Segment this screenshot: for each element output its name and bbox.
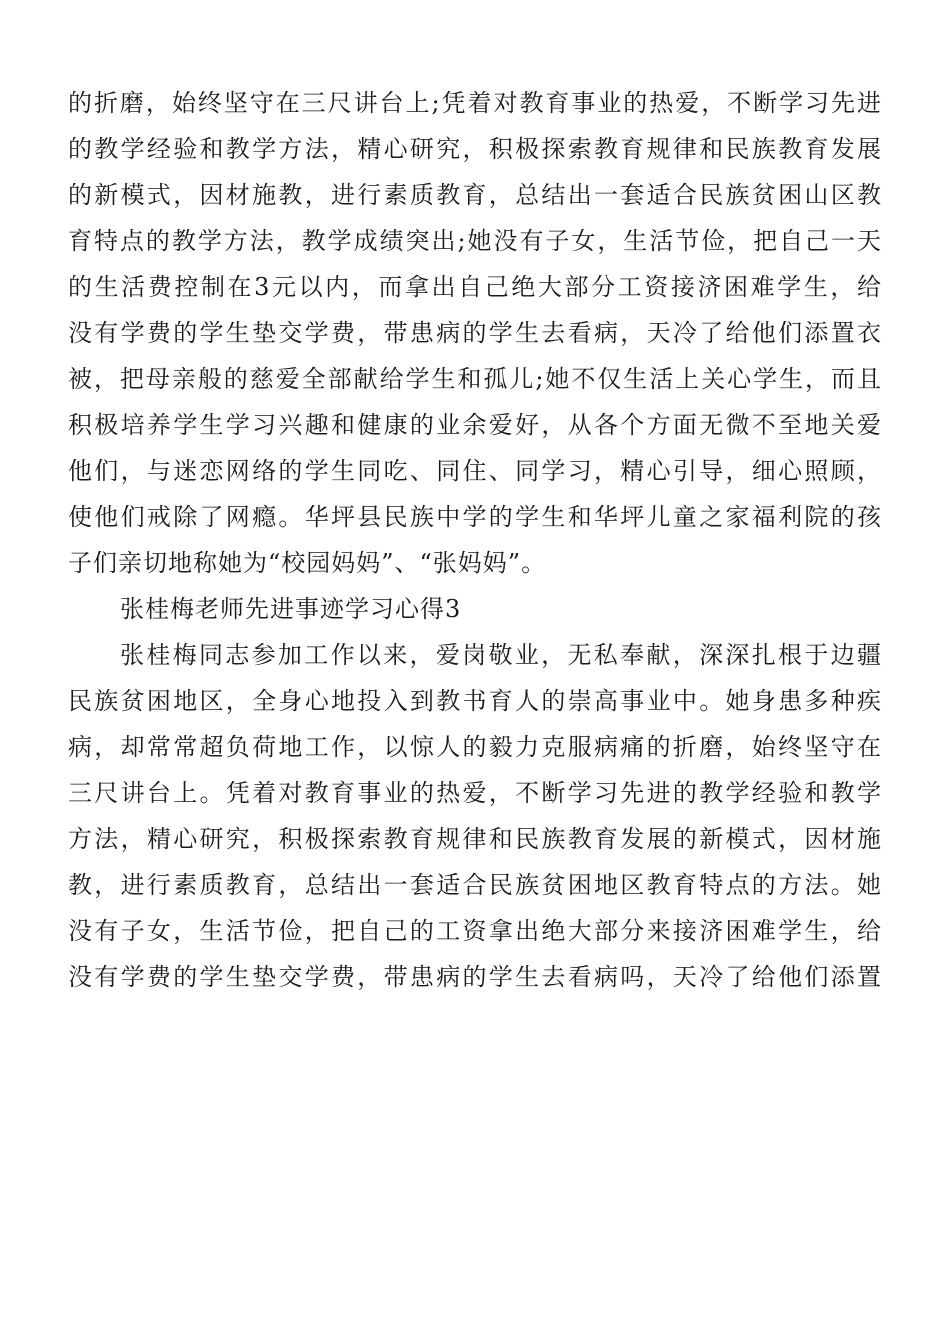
text-line: 他们，与迷恋网络的学生同吃、同住、同学习，精心引导，细心照顾， [68,457,882,485]
document-page [68,80,882,1000]
text-line: 的教学经验和教学方法，精心研究，积极探索教育规律和民族教育发展 [68,135,882,163]
text-line: 育特点的教学方法，教学成绩突出;她没有子女，生活节俭，把自己一天 [68,227,882,255]
text-line: 没有学费的学生垫交学费，带患病的学生去看病吗，天冷了给他们添置 [68,963,882,991]
text-line: 被，把母亲般的慈爱全部献给学生和孤儿;她不仅生活上关心学生，而且 [68,365,882,393]
text-line: 病，却常常超负荷地工作，以惊人的毅力克服病痛的折磨，始终坚守在 [68,733,882,761]
text-line: 积极培养学生学习兴趣和健康的业余爱好，从各个方面无微不至地关爱 [68,411,882,439]
text-line: 的新模式，因材施教，进行素质教育，总结出一套适合民族贫困山区教 [68,181,882,209]
text-line: 民族贫困地区，全身心地投入到教书育人的崇高事业中。她身患多种疾 [68,687,882,715]
text-line: 子们亲切地称她为“校园妈妈”、“张妈妈”。 [68,549,547,577]
section-heading: 张桂梅老师先进事迹学习心得3 [120,595,462,623]
paragraph-1 [68,80,882,586]
text-line: 方法，精心研究，积极探索教育规律和民族教育发展的新模式，因材施 [68,825,882,853]
text-line: 没有子女，生活节俭，把自己的工资拿出绝大部分来接济困难学生，给 [68,917,882,945]
text-line: 没有学费的学生垫交学费，带患病的学生去看病，天冷了给他们添置衣 [68,319,882,347]
paragraph-2 [68,632,882,1000]
text-line: 三尺讲台上。凭着对教育事业的热爱，不断学习先进的教学经验和教学 [68,779,882,807]
text-line: 的折磨，始终坚守在三尺讲台上;凭着对教育事业的热爱，不断学习先进 [68,89,882,117]
text-line: 使他们戒除了网瘾。华坪县民族中学的学生和华坪儿童之家福利院的孩 [68,503,882,531]
text-line: 教，进行素质教育，总结出一套适合民族贫困地区教育特点的方法。她 [68,871,882,899]
text-line: 张桂梅同志参加工作以来，爱岗敬业，无私奉献，深深扎根于边疆 [120,641,882,669]
text-line: 的生活费控制在3元以内，而拿出自己绝大部分工资接济困难学生，给 [68,273,882,301]
